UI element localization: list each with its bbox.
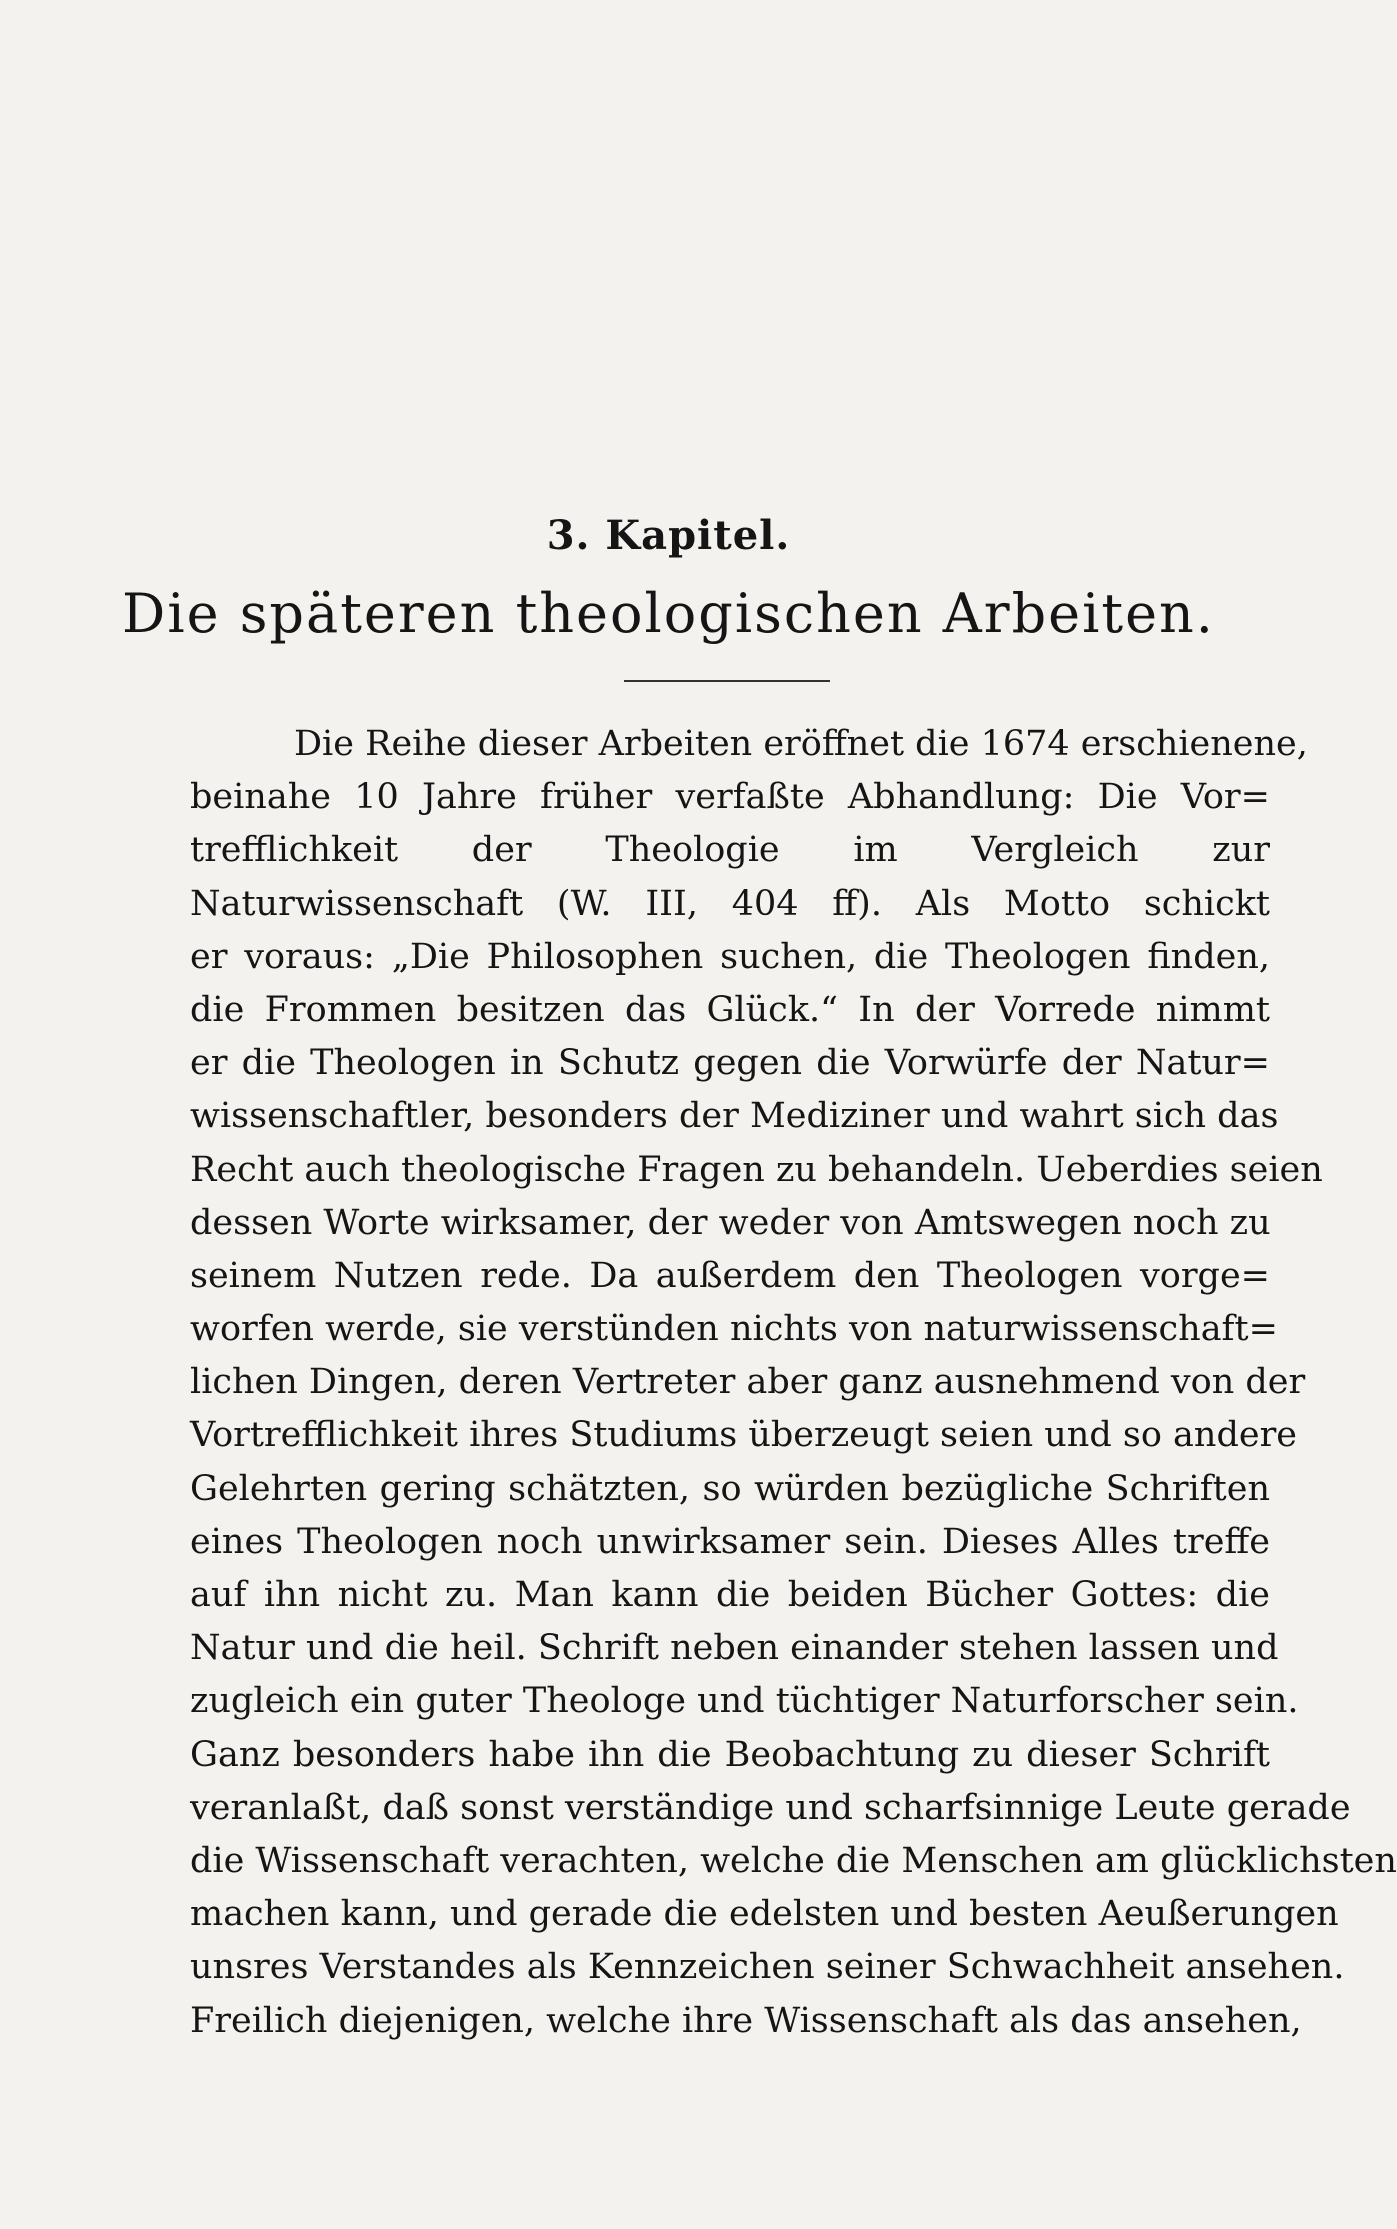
text-line: veranlaßt, daß sonst verständige und scharfsinnige Leute gerade	[190, 1787, 1351, 1828]
text-line: lichen Dingen, deren Vertreter aber ganz ausnehmend von der	[190, 1362, 1306, 1403]
text-line: dessen Worte wirksamer, der weder von Amtswegen noch zu	[190, 1202, 1271, 1243]
text-line: auf ihn nicht zu. Man kann die beiden Bücher Gottes: die	[190, 1575, 1270, 1615]
text-line: Gelehrten gering schätzten, so würden bezügliche Schriften	[190, 1468, 1270, 1509]
text-line: Die Reihe dieser Arbeiten eröffnet die 1674 erschienene,	[294, 724, 1308, 764]
text-line: unsres Verstandes als Kennzeichen seiner Schwachheit ansehen.	[190, 1947, 1345, 1988]
text-line: er die Theologen in Schutz gegen die Vorwürfe der Natur=	[190, 1043, 1270, 1084]
text-line: machen kann, und gerade die edelsten und besten Aeußerungen	[190, 1894, 1339, 1935]
text-line: Vortrefflichkeit ihres Studiums überzeugt seien und so andere	[190, 1415, 1298, 1456]
text-line: beinahe 10 Jahre früher verfaßte Abhandlung: Die Vor=	[190, 777, 1270, 818]
text-line: Ganz besonders habe ihn die Beobachtung zu dieser Schrift	[190, 1734, 1270, 1775]
text-line: die Wissenschaft verachten, welche die Menschen am glücklichsten	[190, 1840, 1397, 1881]
text-line: trefflichkeit der Theologie im Vergleich zur	[190, 830, 1270, 871]
text-line: zugleich ein guter Theologe und tüchtiger Naturforscher sein.	[190, 1681, 1299, 1722]
text-line: die Frommen besitzen das Glück.“ In der Vorrede nimmt	[190, 989, 1270, 1030]
chapter-number: 3. Kapitel.	[546, 512, 791, 559]
text-line: eines Theologen noch unwirksamer sein. Dieses Alles treffe	[190, 1521, 1270, 1562]
text-line: Naturwissenschaft (W. III, 404 ff). Als Motto schickt	[190, 883, 1270, 924]
chapter-title: Die späteren theologischen Arbeiten.	[122, 582, 1215, 645]
title-divider	[624, 680, 830, 682]
text-line: Freilich diejenigen, welche ihre Wissenschaft als das ansehen,	[190, 2000, 1302, 2041]
text-line: er voraus: „Die Philosophen suchen, die Theologen finden,	[190, 936, 1270, 977]
text-line: seinem Nutzen rede. Da außerdem den Theologen vorge=	[190, 1255, 1270, 1296]
text-line: Recht auch theologische Fragen zu behandeln. Ueberdies seien	[190, 1149, 1323, 1190]
text-line: worfen werde, sie verstünden nichts von naturwissenschaft=	[190, 1309, 1278, 1350]
text-line: wissenschaftler, besonders der Mediziner und wahrt sich das	[190, 1096, 1279, 1137]
text-line: Natur und die heil. Schrift neben einander stehen lassen und	[190, 1628, 1279, 1669]
body-text	[190, 718, 1397, 2048]
